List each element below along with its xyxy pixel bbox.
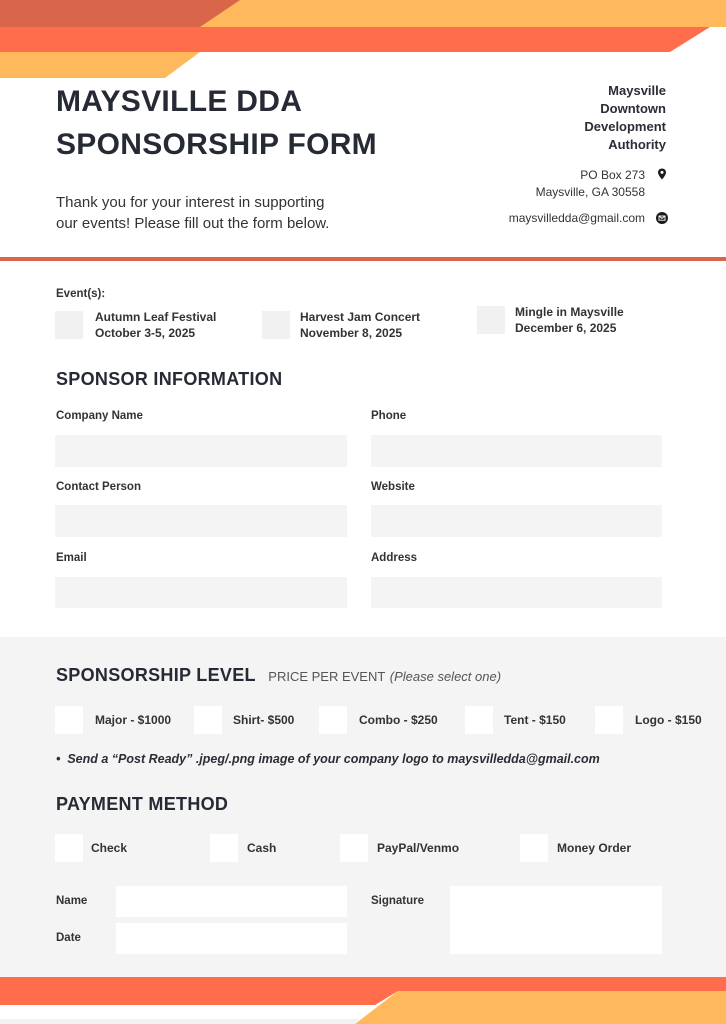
event-label-mingle-in-maysville: Mingle in Maysville December 6, 2025 (515, 305, 624, 335)
level-label-combo: Combo - $250 (359, 713, 438, 727)
company-name-input[interactable] (55, 435, 347, 467)
event-label-harvest-jam-concert: Harvest Jam Concert November 8, 2025 (300, 310, 421, 340)
intro-text: Thank you for your interest in supporting our events! Please fill out the form below. (56, 194, 330, 232)
date-label: Date (56, 932, 81, 944)
level-label-shirt: Shirt- $500 (233, 713, 295, 727)
address-input[interactable] (371, 577, 662, 608)
bullet: • (56, 752, 68, 766)
event-checkbox-harvest-jam-concert[interactable] (262, 311, 290, 339)
footer-decoration (0, 977, 726, 1024)
payment-label-paypal-venmo: PayPal/Venmo (377, 841, 460, 855)
company-name-label: Company Name (56, 410, 143, 422)
name-input[interactable] (116, 886, 347, 917)
level-checkbox-shirt[interactable] (194, 706, 222, 734)
payment-method-heading: PAYMENT METHOD (56, 794, 229, 814)
sponsor-information-heading: SPONSOR INFORMATION (56, 369, 283, 389)
level-label-logo: Logo - $150 (635, 713, 702, 727)
payment-label-cash: Cash (247, 841, 277, 855)
header-decoration (0, 0, 726, 80)
organization-name: Maysville Downtown Development Authority (584, 83, 666, 152)
logo-submission-note: • Send a “Post Ready” .jpeg/.png image of your company logo to maysvilledda@gmail.com (56, 752, 600, 766)
payment-checkbox-cash[interactable] (210, 834, 238, 862)
level-checkbox-major[interactable] (55, 706, 83, 734)
events-label: Event(s): (56, 288, 106, 300)
level-checkbox-tent[interactable] (465, 706, 493, 734)
payment-label-money-order: Money Order (557, 841, 632, 855)
signature-label: Signature (371, 895, 425, 907)
phone-label: Phone (371, 410, 407, 422)
map-pin-icon (656, 168, 668, 180)
price-per-event-note: PRICE PER EVENT (268, 669, 386, 684)
contact-email[interactable]: maysvilledda@gmail.com (508, 211, 645, 225)
name-label: Name (56, 895, 88, 907)
level-label-major: Major - $1000 (95, 713, 172, 727)
level-checkbox-logo[interactable] (595, 706, 623, 734)
sponsorship-level-heading: SPONSORSHIP LEVEL (56, 665, 256, 685)
website-input[interactable] (371, 505, 662, 537)
contact-person-label: Contact Person (56, 481, 141, 493)
payment-checkbox-money-order[interactable] (520, 834, 548, 862)
payment-label-check: Check (91, 841, 128, 855)
level-checkbox-combo[interactable] (319, 706, 347, 734)
email-input[interactable] (55, 577, 347, 608)
sponsorship-level-header (56, 665, 501, 686)
mailing-address: PO Box 273 Maysville, GA 30558 (535, 168, 645, 199)
email-icon (656, 212, 668, 224)
address-label: Address (371, 552, 418, 564)
payment-checkbox-paypal-venmo[interactable] (340, 834, 368, 862)
contact-person-input[interactable] (55, 505, 347, 537)
email-label: Email (56, 552, 87, 564)
event-checkbox-autumn-leaf-festival[interactable] (55, 311, 83, 339)
website-label: Website (371, 481, 415, 493)
level-label-tent: Tent - $150 (504, 713, 566, 727)
event-label-autumn-leaf-festival: Autumn Leaf Festival October 3-5, 2025 (95, 310, 217, 340)
payment-checkbox-check[interactable] (55, 834, 83, 862)
signature-input[interactable] (450, 886, 662, 954)
date-input[interactable] (116, 923, 347, 954)
phone-input[interactable] (371, 435, 662, 467)
select-one-note: (Please select one) (389, 669, 502, 684)
event-checkbox-mingle-in-maysville[interactable] (477, 306, 505, 334)
header-divider (0, 257, 726, 261)
page-title: MAYSVILLE DDA SPONSORSHIP FORM (56, 85, 377, 161)
